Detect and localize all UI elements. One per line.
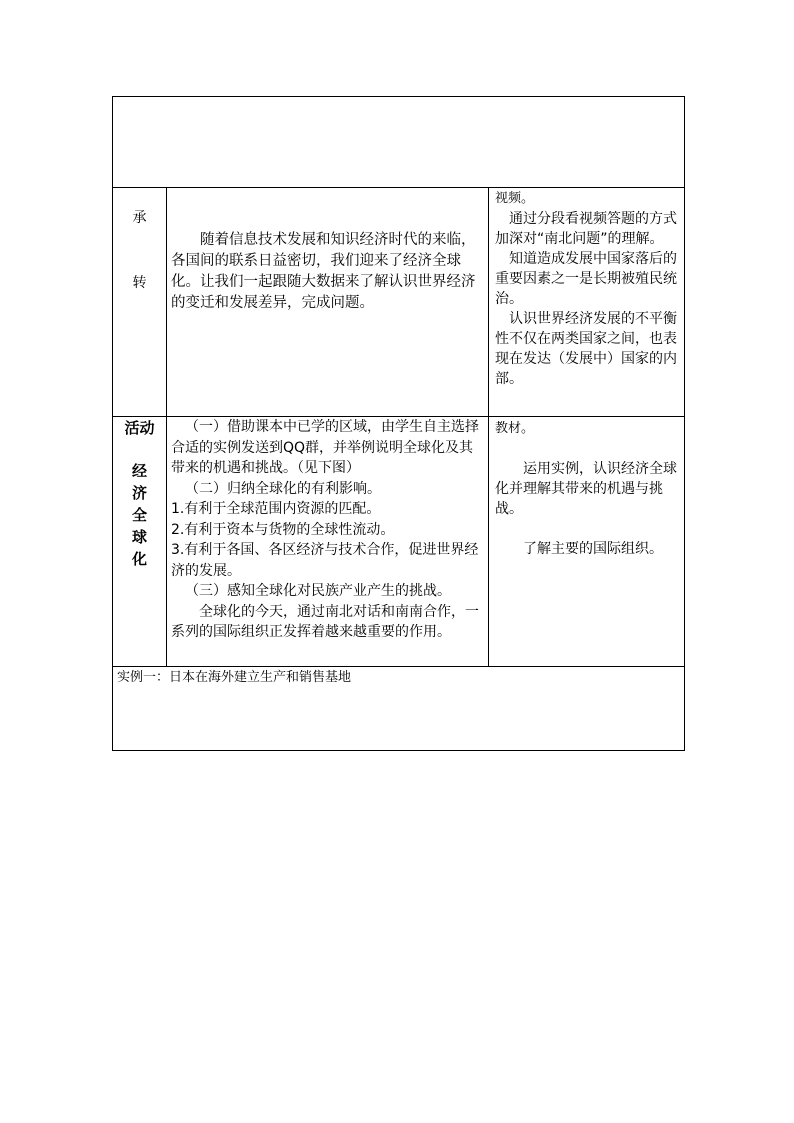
table-border-right: [684, 96, 685, 751]
transition-teacher-cell: [171, 230, 483, 314]
transition-teacher-text: 随着信息技术发展和知识经济时代的来临，各国间的联系日益密切，我们迎来了经济全球化。让我们一起跟随大数据来了解认识世界经济的变迁和发展差异，完成问题。: [171, 232, 476, 311]
activity-label-char: 全: [131, 506, 147, 524]
row-separator: [112, 666, 685, 667]
table-border-bottom: [112, 750, 685, 751]
activity-line: 1.有利于全球范围内资源的匹配。: [171, 501, 381, 517]
table-border-top: [112, 96, 685, 97]
activity-line: 3.有利于各国、各区经济与技术合作，促进世界经济的发展。: [171, 542, 479, 579]
intent-line: 运用实例，认识经济全球化并理解其带来的机遇与挑战。: [495, 461, 677, 517]
transition-label-top: 承: [132, 210, 147, 226]
activity-intent-cell: [495, 419, 681, 559]
activity-label-char: 化: [131, 550, 147, 568]
intent-line: 知道造成发展中国家落后的重要因素之一是长期被殖民统治。: [495, 251, 677, 307]
activity-line: 全球化的今天，通过南北对话和南南合作，一系列的国际组织正发挥着越来越重要的作用。: [171, 603, 479, 640]
transition-intent-cell: [495, 189, 681, 389]
lesson-plan-table: [112, 96, 685, 751]
activity-label-chars: [113, 460, 166, 570]
activity-label-title: 活动: [124, 419, 155, 437]
intent-line: 了解主要的国际组织。: [523, 541, 663, 557]
activity-label-char: 济: [131, 484, 147, 502]
activity-content-cell: [171, 417, 485, 643]
activity-label-char: 球: [131, 528, 147, 546]
column-separator: [166, 187, 167, 667]
activity-line: 2.有利于资本与货物的全球性流动。: [171, 521, 395, 538]
intent-line: 认识世界经济发展的不平衡性不仅在两类国家之间，也表现在发达（发展中）国家的内部。: [495, 311, 677, 387]
activity-line: （三）感知全球化对民族产业产生的挑战。: [185, 583, 451, 599]
intent-line: 视频。: [495, 191, 535, 206]
transition-label-bottom: 转: [132, 275, 147, 291]
intent-line: 通过分段看视频答题的方式加深对“南北问题”的理解。: [495, 211, 677, 247]
activity-label-char: 经: [131, 462, 147, 480]
example-caption: 实例一：日本在海外建立生产和销售基地: [117, 670, 352, 685]
intent-line: 教材。: [495, 421, 535, 436]
column-separator: [488, 187, 489, 667]
row-separator: [112, 187, 685, 188]
activity-line: （一）借助课本中已学的区域，由学生自主选择合适的实例发送到QQ群，并举例说明全球化及其带来的机遇和挑战。（见下图）: [171, 419, 479, 476]
activity-line: （二）归纳全球化的有利影响。: [185, 480, 381, 497]
